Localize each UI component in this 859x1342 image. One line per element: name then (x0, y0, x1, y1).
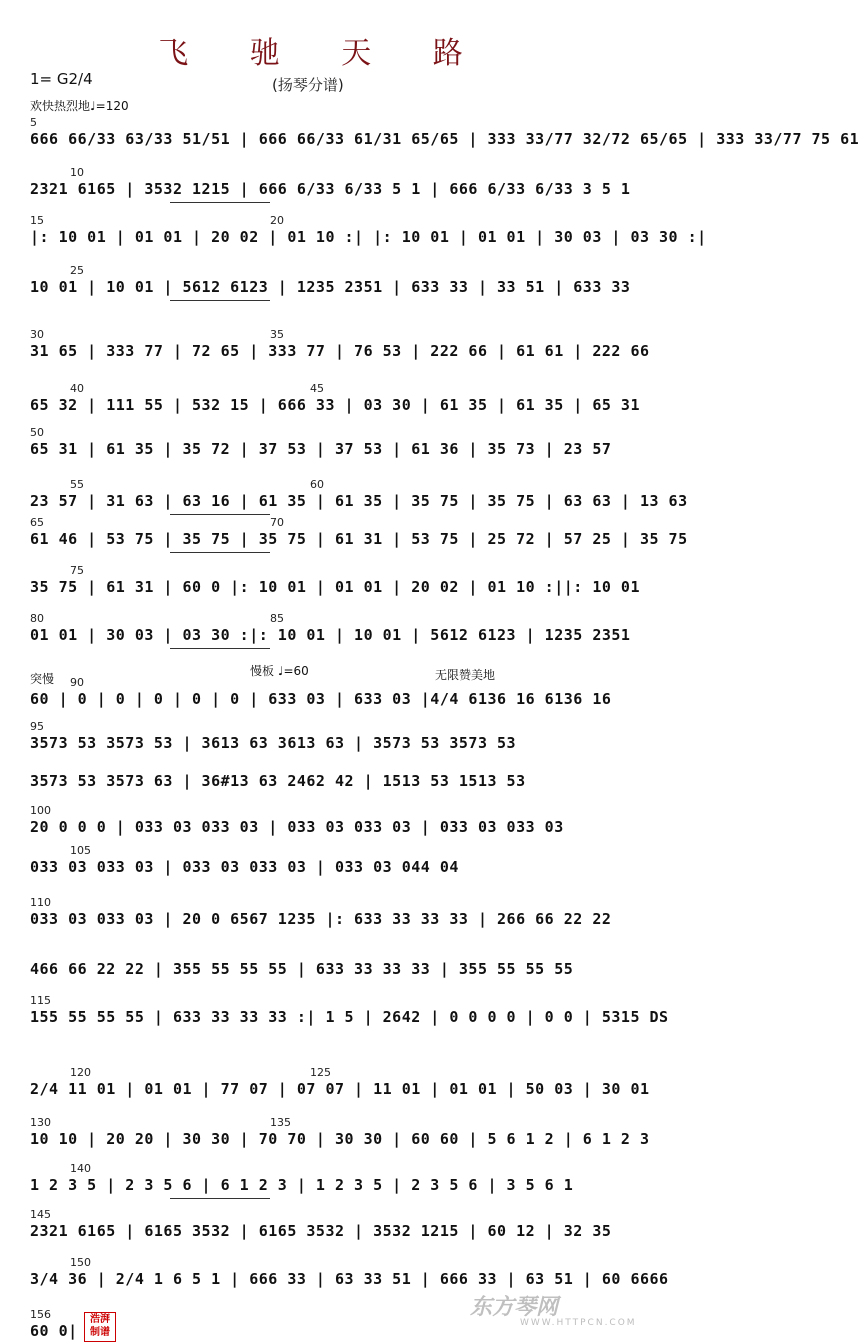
measure-number: 50 (30, 426, 44, 439)
score-system-line: 033 03 033 03 | 033 03 033 03 | 033 03 044 04 (30, 858, 459, 876)
score-system-line: 20 0 0 0 | 033 03 033 03 | 033 03 033 03 | 033 03 033 03 (30, 818, 564, 836)
measure-number: 65 (30, 516, 44, 529)
measure-number: 35 (270, 328, 284, 341)
score-system-line: 033 03 033 03 | 20 0 6567 1235 |: 633 33 33 33 | 266 66 22 22 (30, 910, 612, 928)
score-system-line: 10 10 | 20 20 | 30 30 | 70 70 | 30 30 | 60 60 | 5 6 1 2 | 6 1 2 3 (30, 1130, 650, 1148)
annotation-slow-tempo: 慢板 ♩=60 (250, 664, 309, 678)
score-system-line: 2321 6165 | 6165 3532 | 6165 3532 | 3532 1215 | 60 12 | 32 35 (30, 1222, 612, 1240)
measure-number: 85 (270, 612, 284, 625)
tempo-marking: 欢快热烈地♩=120 (30, 99, 129, 113)
measure-number: 145 (30, 1208, 51, 1221)
crescendo-hairpin (170, 648, 270, 649)
measure-number: 125 (310, 1066, 331, 1079)
measure-number: 100 (30, 804, 51, 817)
score-system-line: 10 01 | 10 01 | 5612 6123 | 1235 2351 | 633 33 | 33 51 | 633 33 (30, 278, 631, 296)
watermark-brand: 东方琴网 (470, 1295, 559, 1320)
measure-number: 15 (30, 214, 44, 227)
annotation-expression: 无限赞美地 (435, 668, 496, 682)
watermark-url: WWW.HTTPCN.COM (520, 1318, 637, 1328)
measure-number: 115 (30, 994, 51, 1007)
score-system-line: |: 10 01 | 01 01 | 20 02 | 01 10 :| |: 10 01 | 01 01 | 30 03 | 03 30 :| (30, 228, 707, 246)
annotation-sudden-slow: 突慢 (30, 672, 55, 686)
measure-number: 80 (30, 612, 44, 625)
score-system-line: 60 | 0 | 0 | 0 | 0 | 0 | 633 03 | 633 03 |4/4 6136 16 6136 16 (30, 690, 612, 708)
measure-number: 110 (30, 896, 51, 909)
score-system-line: 155 55 55 55 | 633 33 33 33 :| 1 5 | 2642 | 0 0 0 0 | 0 0 | 5315 DS (30, 1008, 669, 1026)
measure-number: 95 (30, 720, 44, 733)
measure-number: 130 (30, 1116, 51, 1129)
stamp-line-2: 制谱 (90, 1327, 110, 1338)
measure-number: 150 (70, 1256, 91, 1269)
measure-number: 75 (70, 564, 84, 577)
crescendo-hairpin (170, 202, 270, 203)
score-system-line: 31 65 | 333 77 | 72 65 | 333 77 | 76 53 | 222 66 | 61 61 | 222 66 (30, 342, 650, 360)
stamp-line-1: 浩湃 (90, 1314, 110, 1325)
key-signature: 1= G2/4 (30, 70, 93, 88)
measure-number: 45 (310, 382, 324, 395)
measure-number: 70 (270, 516, 284, 529)
measure-number: 90 (70, 676, 84, 689)
score-system-line: 65 32 | 111 55 | 532 15 | 666 33 | 03 30 | 61 35 | 61 35 | 65 31 (30, 396, 640, 414)
measure-number: 140 (70, 1162, 91, 1175)
score-title: 飞 驰 天 路 (158, 36, 489, 71)
measure-number: 10 (70, 166, 84, 179)
score-system-line: 1 2 3 5 | 2 3 5 6 | 6 1 2 3 | 1 2 3 5 | 2 3 5 6 | 3 5 6 1 (30, 1176, 574, 1194)
measure-number: 60 (310, 478, 324, 491)
crescendo-hairpin (170, 1198, 270, 1199)
score-system-line: 3573 53 3573 53 | 3613 63 3613 63 | 3573 53 3573 53 (30, 734, 517, 752)
measure-number: 156 (30, 1308, 51, 1321)
score-system-line: 2/4 11 01 | 01 01 | 77 07 | 07 07 | 11 01 | 01 01 | 50 03 | 30 01 (30, 1080, 650, 1098)
score-system-line: 23 57 | 31 63 | 63 16 | 61 35 | 61 35 | 35 75 | 35 75 | 63 63 | 13 63 (30, 492, 688, 510)
score-system-line: 65 31 | 61 35 | 35 72 | 37 53 | 37 53 | 61 36 | 35 73 | 23 57 (30, 440, 612, 458)
measure-number: 25 (70, 264, 84, 277)
measure-number: 135 (270, 1116, 291, 1129)
score-system-line: 60 0| (30, 1322, 78, 1340)
crescendo-hairpin (170, 300, 270, 301)
score-system-line: 61 46 | 53 75 | 35 75 | 35 75 | 61 31 | 53 75 | 25 72 | 57 25 | 35 75 (30, 530, 688, 548)
measure-number: 30 (30, 328, 44, 341)
measure-number: 105 (70, 844, 91, 857)
crescendo-hairpin (170, 514, 270, 515)
measure-number: 5 (30, 116, 37, 129)
crescendo-hairpin (170, 552, 270, 553)
score-subtitle: (扬琴分谱) (272, 76, 344, 94)
measure-number: 120 (70, 1066, 91, 1079)
score-system-line: 01 01 | 30 03 | 03 30 :|: 10 01 | 10 01 | 5612 6123 | 1235 2351 (30, 626, 631, 644)
measure-number: 55 (70, 478, 84, 491)
measure-number: 20 (270, 214, 284, 227)
copyist-stamp (84, 1312, 116, 1342)
score-system-line: 666 66/33 63/33 51/51 | 666 66/33 61/31 65/65 | 333 33/77 32/72 65/65 | 333 33/77 75 61 (30, 130, 859, 148)
score-system-line: 466 66 22 22 | 355 55 55 55 | 633 33 33 33 | 355 55 55 55 (30, 960, 574, 978)
score-system-line: 3573 53 3573 63 | 36#13 63 2462 42 | 1513 53 1513 53 (30, 772, 526, 790)
measure-number: 40 (70, 382, 84, 395)
score-system-line: 3/4 36 | 2/4 1 6 5 1 | 666 33 | 63 33 51 | 666 33 | 63 51 | 60 6666 (30, 1270, 669, 1288)
score-system-line: 2321 6165 | 3532 1215 | 666 6/33 6/33 5 1 | 666 6/33 6/33 3 5 1 (30, 180, 631, 198)
score-system-line: 35 75 | 61 31 | 60 0 |: 10 01 | 01 01 | 20 02 | 01 10 :||: 10 01 (30, 578, 640, 596)
